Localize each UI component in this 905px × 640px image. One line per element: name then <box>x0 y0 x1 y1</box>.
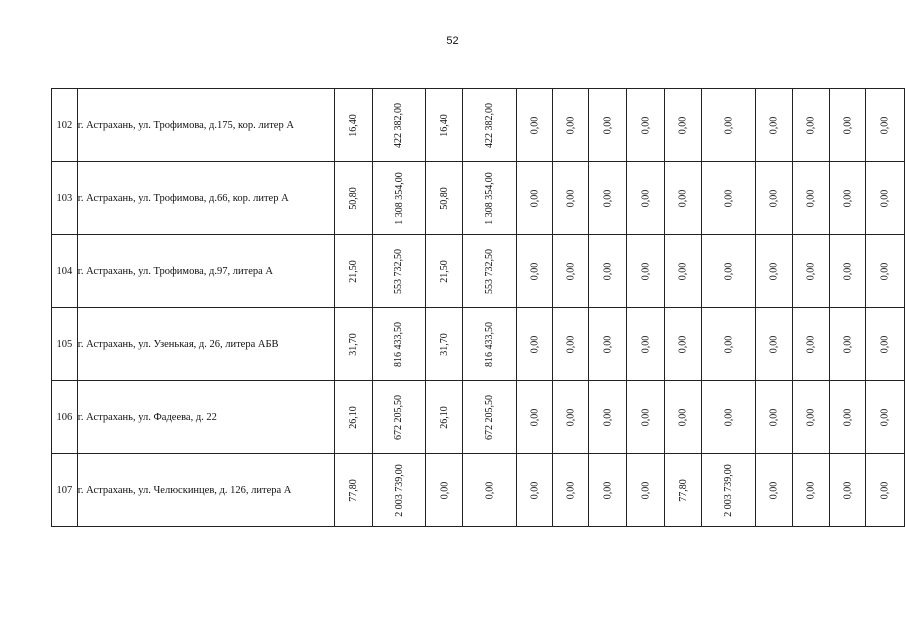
value-cell <box>702 381 756 454</box>
row-number: 105 <box>52 308 78 381</box>
value-text: 0,00 <box>639 262 651 280</box>
value-text: 0,00 <box>529 116 541 134</box>
value-cell <box>335 454 372 527</box>
value-text: 0,00 <box>842 189 854 207</box>
value-cell <box>665 308 702 381</box>
value-cell <box>372 235 426 308</box>
value-cell <box>463 454 517 527</box>
value-text: 0,00 <box>529 481 541 499</box>
value-cell <box>516 235 553 308</box>
address-cell: г. Астрахань, ул. Узенькая, д. 26, литера АБВ <box>77 308 335 381</box>
value-text: 26,10 <box>348 405 360 429</box>
value-text: 0,00 <box>805 189 817 207</box>
value-cell <box>866 381 905 454</box>
value-text: 0,00 <box>723 262 735 280</box>
address-cell: г. Астрахань, ул. Челюскинцев, д. 126, литера А <box>77 454 335 527</box>
value-cell <box>553 89 589 162</box>
page-number: 52 <box>446 35 459 47</box>
value-cell <box>463 235 517 308</box>
value-text: 0,00 <box>879 335 891 353</box>
value-cell <box>755 235 793 308</box>
value-cell <box>793 162 830 235</box>
value-text: 0,00 <box>768 335 780 353</box>
value-cell <box>755 381 793 454</box>
value-cell <box>829 89 866 162</box>
value-text: 0,00 <box>805 116 817 134</box>
value-text: 0,00 <box>639 481 651 499</box>
value-cell <box>793 308 830 381</box>
value-cell <box>626 89 664 162</box>
value-text: 2 003 739,00 <box>723 463 735 517</box>
value-text: 422 382,00 <box>484 102 496 148</box>
value-cell <box>463 89 517 162</box>
address-cell: г. Астрахань, ул. Фадеева, д. 22 <box>77 381 335 454</box>
value-text: 50,80 <box>348 186 360 210</box>
value-cell <box>553 235 589 308</box>
value-text: 0,00 <box>879 262 891 280</box>
value-cell <box>589 308 627 381</box>
value-text: 0,00 <box>879 189 891 207</box>
row-number: 102 <box>52 89 78 162</box>
value-text: 0,00 <box>768 408 780 426</box>
value-text: 1 308 354,00 <box>484 171 496 225</box>
value-text: 26,10 <box>438 405 450 429</box>
address-cell: г. Астрахань, ул. Трофимова, д.66, кор. литер А <box>77 162 335 235</box>
value-text: 0,00 <box>842 262 854 280</box>
value-text: 422 382,00 <box>393 102 405 148</box>
value-cell <box>702 308 756 381</box>
value-cell <box>463 162 517 235</box>
value-text: 816 433,50 <box>484 321 496 367</box>
value-cell <box>553 454 589 527</box>
value-cell <box>665 235 702 308</box>
value-text: 0,00 <box>484 481 496 499</box>
value-text: 0,00 <box>768 189 780 207</box>
row-number: 107 <box>52 454 78 527</box>
registry-table <box>51 88 905 527</box>
value-cell <box>626 454 664 527</box>
value-text: 0,00 <box>842 116 854 134</box>
value-text: 0,00 <box>565 262 577 280</box>
value-text: 0,00 <box>879 481 891 499</box>
value-cell <box>626 235 664 308</box>
value-cell <box>426 235 463 308</box>
table-row <box>52 454 905 527</box>
value-cell <box>516 89 553 162</box>
value-text: 21,50 <box>348 259 360 283</box>
table-row <box>52 381 905 454</box>
value-cell <box>372 89 426 162</box>
value-text: 0,00 <box>677 262 689 280</box>
value-text: 0,00 <box>601 335 613 353</box>
value-text: 672 205,50 <box>393 394 405 440</box>
value-text: 0,00 <box>677 116 689 134</box>
value-text: 0,00 <box>639 408 651 426</box>
value-text: 0,00 <box>768 481 780 499</box>
value-cell <box>426 162 463 235</box>
value-text: 816 433,50 <box>393 321 405 367</box>
value-text: 0,00 <box>529 335 541 353</box>
value-text: 0,00 <box>677 189 689 207</box>
value-cell <box>335 89 372 162</box>
value-text: 0,00 <box>723 116 735 134</box>
value-cell <box>589 89 627 162</box>
value-text: 0,00 <box>438 481 450 499</box>
value-text: 0,00 <box>879 408 891 426</box>
value-cell <box>335 381 372 454</box>
value-text: 0,00 <box>842 335 854 353</box>
value-text: 0,00 <box>565 116 577 134</box>
table-row <box>52 162 905 235</box>
value-cell <box>866 162 905 235</box>
address-cell: г. Астрахань, ул. Трофимова, д.97, литера А <box>77 235 335 308</box>
value-cell <box>755 89 793 162</box>
value-cell <box>702 89 756 162</box>
value-text: 0,00 <box>601 262 613 280</box>
value-text: 0,00 <box>601 408 613 426</box>
value-cell <box>702 162 756 235</box>
value-cell <box>793 89 830 162</box>
value-cell <box>463 308 517 381</box>
value-text: 0,00 <box>601 481 613 499</box>
value-cell <box>866 454 905 527</box>
value-cell <box>372 381 426 454</box>
value-text: 0,00 <box>639 116 651 134</box>
value-text: 0,00 <box>565 481 577 499</box>
row-number: 106 <box>52 381 78 454</box>
value-cell <box>372 454 426 527</box>
value-text: 0,00 <box>565 408 577 426</box>
value-text: 0,00 <box>805 335 817 353</box>
value-text: 0,00 <box>723 335 735 353</box>
value-cell <box>589 162 627 235</box>
value-cell <box>829 454 866 527</box>
value-cell <box>426 454 463 527</box>
value-cell <box>553 308 589 381</box>
value-text: 1 308 354,00 <box>393 171 405 225</box>
value-cell <box>755 454 793 527</box>
value-cell <box>626 381 664 454</box>
value-text: 0,00 <box>565 189 577 207</box>
value-text: 0,00 <box>639 335 651 353</box>
value-text: 31,70 <box>438 332 450 356</box>
value-text: 0,00 <box>805 481 817 499</box>
value-cell <box>626 162 664 235</box>
row-number: 104 <box>52 235 78 308</box>
value-cell <box>793 381 830 454</box>
value-cell <box>755 162 793 235</box>
value-cell <box>665 89 702 162</box>
value-text: 0,00 <box>805 408 817 426</box>
value-text: 77,80 <box>348 478 360 502</box>
value-cell <box>426 308 463 381</box>
value-cell <box>829 308 866 381</box>
value-text: 0,00 <box>723 408 735 426</box>
value-cell <box>755 308 793 381</box>
value-cell <box>829 381 866 454</box>
value-text: 553 732,50 <box>484 248 496 294</box>
value-text: 77,80 <box>677 478 689 502</box>
value-text: 0,00 <box>639 189 651 207</box>
value-text: 0,00 <box>723 189 735 207</box>
value-text: 672 205,50 <box>484 394 496 440</box>
value-text: 0,00 <box>805 262 817 280</box>
value-cell <box>426 381 463 454</box>
value-text: 0,00 <box>768 116 780 134</box>
value-cell <box>335 162 372 235</box>
value-text: 0,00 <box>601 116 613 134</box>
value-text: 553 732,50 <box>393 248 405 294</box>
value-cell <box>335 308 372 381</box>
value-cell <box>702 235 756 308</box>
value-text: 0,00 <box>879 116 891 134</box>
value-cell <box>866 308 905 381</box>
value-cell <box>829 235 866 308</box>
value-cell <box>516 308 553 381</box>
value-text: 0,00 <box>842 481 854 499</box>
value-cell <box>665 162 702 235</box>
value-cell <box>793 235 830 308</box>
value-text: 16,40 <box>348 113 360 137</box>
value-text: 2 003 739,00 <box>393 463 405 517</box>
value-cell <box>426 89 463 162</box>
value-text: 31,70 <box>348 332 360 356</box>
value-cell <box>335 235 372 308</box>
value-cell <box>589 381 627 454</box>
value-cell <box>372 308 426 381</box>
value-text: 0,00 <box>529 262 541 280</box>
table-row <box>52 308 905 381</box>
value-cell <box>516 454 553 527</box>
value-cell <box>866 235 905 308</box>
value-cell <box>372 162 426 235</box>
value-cell <box>665 381 702 454</box>
value-cell <box>589 235 627 308</box>
value-cell <box>866 89 905 162</box>
value-cell <box>589 454 627 527</box>
value-cell <box>553 381 589 454</box>
value-text: 0,00 <box>565 335 577 353</box>
address-cell: г. Астрахань, ул. Трофимова, д.175, кор. литер А <box>77 89 335 162</box>
value-text: 0,00 <box>601 189 613 207</box>
value-text: 0,00 <box>842 408 854 426</box>
value-cell <box>516 162 553 235</box>
value-text: 50,80 <box>438 186 450 210</box>
value-cell <box>702 454 756 527</box>
value-text: 0,00 <box>677 408 689 426</box>
value-text: 0,00 <box>529 189 541 207</box>
value-cell <box>553 162 589 235</box>
table-row <box>52 235 905 308</box>
table-row <box>52 89 905 162</box>
value-cell <box>793 454 830 527</box>
value-text: 21,50 <box>438 259 450 283</box>
value-cell <box>626 308 664 381</box>
value-text: 0,00 <box>677 335 689 353</box>
value-text: 16,40 <box>438 113 450 137</box>
value-cell <box>463 381 517 454</box>
value-cell <box>516 381 553 454</box>
value-cell <box>665 454 702 527</box>
value-cell <box>829 162 866 235</box>
value-text: 0,00 <box>529 408 541 426</box>
row-number: 103 <box>52 162 78 235</box>
value-text: 0,00 <box>768 262 780 280</box>
